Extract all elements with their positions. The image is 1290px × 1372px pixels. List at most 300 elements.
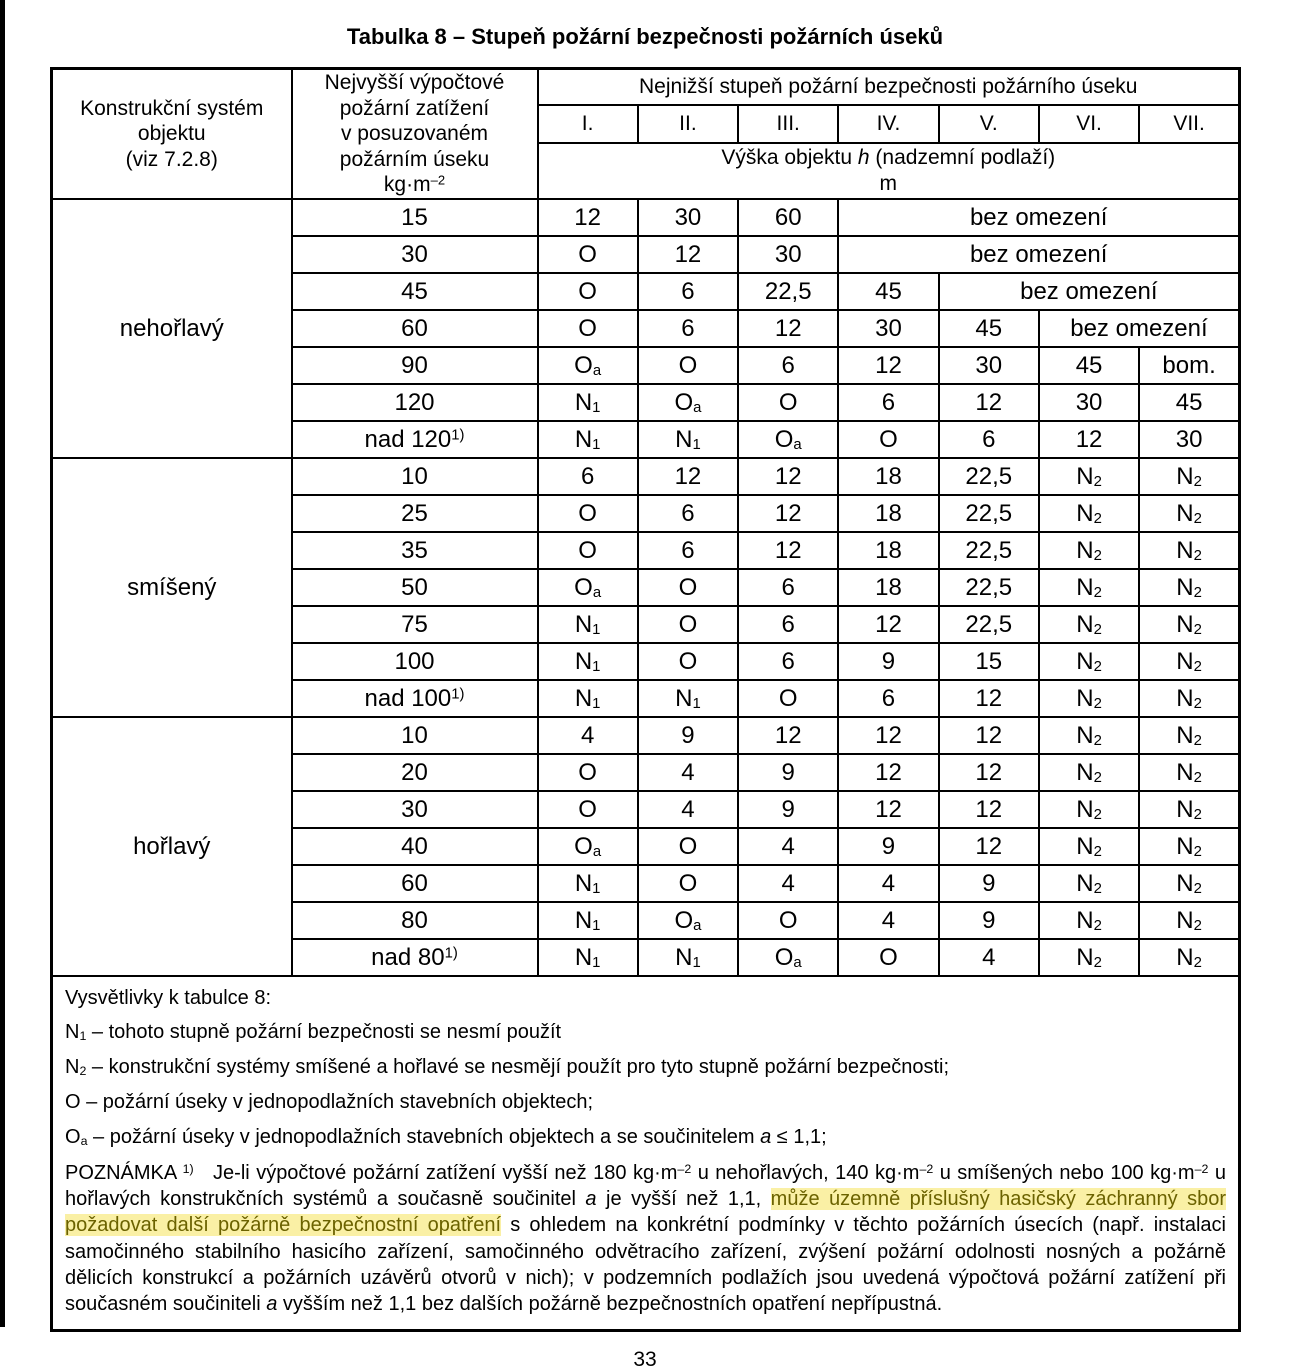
text-segment: (nadzemní podlaží) xyxy=(869,146,1056,170)
text-segment: – požární úseky v jednopodlažních stavebních objektech a se součinitelem xyxy=(87,1126,761,1149)
fire-load-cell: 20 xyxy=(292,754,538,791)
degree-value-cell: 6 xyxy=(538,458,638,495)
text-segment: 2 xyxy=(1093,547,1102,564)
fire-load-cell: 15 xyxy=(292,199,538,236)
legend-line xyxy=(65,1090,1226,1115)
degree-value-cell: O xyxy=(538,236,638,273)
text-segment: a xyxy=(693,399,702,416)
text-segment: 1 xyxy=(592,695,601,712)
table-row xyxy=(52,717,1240,754)
fire-load-cell: 30 xyxy=(292,791,538,828)
degree-value-cell xyxy=(538,680,638,717)
text-segment: u smíšených nebo 100 kg·m xyxy=(933,1162,1195,1185)
degree-value-cell xyxy=(1139,606,1239,643)
degree-value-cell: 12 xyxy=(838,347,938,384)
degree-value-cell: O xyxy=(638,643,738,680)
degree-value-cell xyxy=(1039,791,1139,828)
degree-value-cell: 6 xyxy=(638,273,738,310)
text-segment: N xyxy=(1176,647,1194,675)
degree-value-cell xyxy=(538,643,638,680)
degree-value-cell xyxy=(1039,680,1139,717)
text-segment: N xyxy=(1076,795,1094,823)
degree-value-cell: 6 xyxy=(638,310,738,347)
text-segment: N xyxy=(1176,462,1194,490)
text-segment: 2 xyxy=(1093,621,1102,638)
text-segment: 1 xyxy=(592,917,601,934)
degree-value-cell: 12 xyxy=(939,791,1039,828)
text-segment: N xyxy=(1076,610,1094,638)
degree-value-cell: 12 xyxy=(638,236,738,273)
degree-value-cell: 12 xyxy=(738,532,838,569)
text-segment: 2 xyxy=(1193,880,1202,897)
degree-value-cell: 4 xyxy=(638,791,738,828)
fire-load-cell xyxy=(292,939,538,976)
degree-value-cell: 12 xyxy=(838,791,938,828)
fire-load-cell: 40 xyxy=(292,828,538,865)
legend-line xyxy=(65,1020,1226,1045)
note-paragraph xyxy=(65,1160,1226,1317)
text-segment: – tohoto stupně požární bezpečnosti se nesmí použít xyxy=(86,1021,562,1044)
text-segment: 1 xyxy=(592,954,601,971)
text-segment: 1 xyxy=(592,399,601,416)
degree-value-cell: 4 xyxy=(738,865,838,902)
degree-value-cell: 30 xyxy=(1039,384,1139,421)
fire-load-cell: 100 xyxy=(292,643,538,680)
degree-value-cell: 12 xyxy=(838,754,938,791)
text-segment: 1 xyxy=(592,880,601,897)
degree-column-header-V: V. xyxy=(939,105,1039,143)
degree-value-cell xyxy=(1039,458,1139,495)
text-segment: 2 xyxy=(1193,732,1202,749)
degree-value-cell: bez omezení xyxy=(939,273,1240,310)
text-segment: 2 xyxy=(1193,658,1202,675)
degree-value-cell: 12 xyxy=(939,828,1039,865)
degree-value-cell: bez omezení xyxy=(838,199,1239,236)
text-segment: 2 xyxy=(1193,584,1202,601)
degree-value-cell: 9 xyxy=(838,828,938,865)
degree-value-cell: 4 xyxy=(939,939,1039,976)
degree-value-cell: 18 xyxy=(838,458,938,495)
section-label-0: hořlavý xyxy=(52,717,292,976)
text-segment: objektu xyxy=(137,122,206,146)
degree-value-cell xyxy=(1139,754,1239,791)
text-segment: 2 xyxy=(1093,510,1102,527)
degree-value-cell: O xyxy=(638,347,738,384)
degree-value-cell xyxy=(538,828,638,865)
text-segment: h xyxy=(857,146,870,170)
degree-value-cell xyxy=(1039,532,1139,569)
degree-column-header-VII: VII. xyxy=(1139,105,1239,143)
text-segment: POZNÁMKA xyxy=(65,1162,183,1185)
degree-value-cell: O xyxy=(538,754,638,791)
fire-load-cell: 30 xyxy=(292,236,538,273)
text-segment: N xyxy=(574,684,593,712)
text-segment: 2 xyxy=(1193,806,1202,823)
text-segment: a xyxy=(693,917,702,934)
degree-value-cell: 45 xyxy=(939,310,1039,347)
text-segment: N xyxy=(574,610,593,638)
legend-line xyxy=(65,1055,1226,1080)
degree-value-cell xyxy=(538,421,638,458)
header-line xyxy=(541,145,1237,171)
degree-value-cell xyxy=(1139,532,1239,569)
text-segment: vyšším než 1,1 bez dalších požárně bezpečnostních opatření nepřípustná. xyxy=(277,1292,943,1315)
text-segment: 2 xyxy=(1193,954,1202,971)
degree-column-header-I: I. xyxy=(538,105,638,143)
text-segment: 2 xyxy=(1093,917,1102,934)
degree-value-cell: 6 xyxy=(738,643,838,680)
degree-value-cell: 12 xyxy=(638,458,738,495)
degree-value-cell: 9 xyxy=(638,717,738,754)
degree-value-cell xyxy=(1139,828,1239,865)
text-segment: Je-li výpočtové požární zatížení vyšší než 180 kg·m xyxy=(193,1162,678,1185)
header-line xyxy=(295,172,535,198)
degree-value-cell: O xyxy=(838,421,938,458)
degree-value-cell: 4 xyxy=(638,754,738,791)
fire-load-cell: 60 xyxy=(292,310,538,347)
text-segment: 2 xyxy=(1093,954,1102,971)
text-segment: N xyxy=(675,684,693,712)
text-segment: –2 xyxy=(919,1161,934,1176)
degree-value-cell: 6 xyxy=(638,495,738,532)
degree-value-cell xyxy=(738,939,838,976)
degree-value-cell: 22,5 xyxy=(738,273,838,310)
degree-value-cell xyxy=(1039,717,1139,754)
degree-value-cell xyxy=(1039,902,1139,939)
fire-load-cell xyxy=(292,421,538,458)
fire-safety-degree-table xyxy=(50,67,1241,1332)
fire-load-cell: 80 xyxy=(292,902,538,939)
degree-value-cell: 4 xyxy=(838,865,938,902)
text-segment: N xyxy=(1176,832,1194,860)
degree-value-cell: 30 xyxy=(638,199,738,236)
degree-value-cell: 18 xyxy=(838,532,938,569)
degree-value-cell: O xyxy=(538,791,638,828)
text-segment: N xyxy=(1176,906,1194,934)
text-segment: N xyxy=(1176,758,1194,786)
text-segment: 2 xyxy=(1193,917,1202,934)
degree-value-cell: 6 xyxy=(738,606,838,643)
text-segment: 2 xyxy=(1193,769,1202,786)
text-segment: a xyxy=(80,1133,88,1148)
text-segment: 2 xyxy=(1093,473,1102,490)
degree-value-cell xyxy=(638,421,738,458)
text-segment: – konstrukční systémy smíšené a hořlavé se nesmějí použít pro tyto stupně požární bezpečnosti; xyxy=(86,1056,950,1079)
degree-column-header-II: II. xyxy=(638,105,738,143)
degree-value-cell: O xyxy=(738,902,838,939)
fire-load-cell: 10 xyxy=(292,717,538,754)
degree-value-cell: 9 xyxy=(939,865,1039,902)
text-segment: je vyšší než 1,1, xyxy=(596,1188,771,1211)
text-segment: N xyxy=(1176,499,1194,527)
legend-line xyxy=(65,1125,1226,1150)
text-segment: O xyxy=(65,1126,81,1149)
degree-value-cell xyxy=(538,606,638,643)
text-segment: nad 100 xyxy=(364,684,452,712)
text-segment: O xyxy=(574,351,593,379)
degree-value-cell: 12 xyxy=(538,199,638,236)
text-segment: u nehořlavých, 140 kg·m xyxy=(691,1162,920,1185)
fire-load-cell: 75 xyxy=(292,606,538,643)
text-segment: a xyxy=(793,954,802,971)
degree-value-cell xyxy=(1139,791,1239,828)
table-row xyxy=(52,199,1240,236)
text-segment: N xyxy=(574,869,593,897)
text-segment: 2 xyxy=(1193,473,1202,490)
degree-value-cell: O xyxy=(838,939,938,976)
text-segment: a xyxy=(585,1188,597,1211)
text-segment: 2 xyxy=(79,1063,87,1078)
degree-value-cell: 4 xyxy=(538,717,638,754)
text-segment: kg·m xyxy=(383,173,431,197)
text-segment: 1) xyxy=(182,1161,194,1176)
text-segment: požární zatížení xyxy=(339,96,490,120)
text-segment: 2 xyxy=(1093,732,1102,749)
degree-value-cell: 18 xyxy=(838,569,938,606)
text-segment: –2 xyxy=(677,1161,692,1176)
degree-value-cell: bom. xyxy=(1139,347,1239,384)
text-segment: Výška objektu xyxy=(721,146,858,170)
text-segment: u hořlavých konstrukčních systémů a současně součinitel xyxy=(65,1162,1226,1211)
text-segment: v posuzovaném xyxy=(340,122,489,146)
header-degree-title: Nejnižší stupeň požární bezpečnosti požárního úseku xyxy=(538,69,1240,105)
header-line xyxy=(295,70,535,96)
text-segment: N xyxy=(675,425,693,453)
degree-value-cell: bez omezení xyxy=(1039,310,1240,347)
header-line xyxy=(295,121,535,147)
degree-column-header-III: III. xyxy=(738,105,838,143)
text-segment: 2 xyxy=(1193,843,1202,860)
notes-intro: Vysvětlivky k tabulce 8: xyxy=(65,987,272,1010)
text-segment: O xyxy=(674,388,694,416)
degree-value-cell xyxy=(1139,717,1239,754)
text-segment: 1 xyxy=(692,436,701,453)
header-building-height xyxy=(538,143,1240,199)
notes-cell xyxy=(52,976,1240,1331)
text-segment: N xyxy=(1076,462,1094,490)
text-segment: N xyxy=(65,1021,80,1044)
degree-value-cell xyxy=(538,347,638,384)
degree-value-cell: O xyxy=(538,273,638,310)
degree-value-cell xyxy=(638,680,738,717)
text-segment: 2 xyxy=(1193,695,1202,712)
degree-value-cell xyxy=(1039,754,1139,791)
fire-load-cell: 50 xyxy=(292,569,538,606)
degree-column-header-IV: IV. xyxy=(838,105,938,143)
degree-value-cell xyxy=(1139,569,1239,606)
text-segment: N xyxy=(574,388,593,416)
text-segment: m xyxy=(879,171,897,195)
degree-value-cell xyxy=(1039,643,1139,680)
text-segment: a xyxy=(592,843,602,860)
degree-value-cell xyxy=(1039,495,1139,532)
text-segment: N xyxy=(1076,684,1094,712)
degree-value-cell xyxy=(638,902,738,939)
text-segment: nad 120 xyxy=(364,425,452,453)
section-label-0: smíšený xyxy=(52,458,292,717)
text-segment: požárním úseku xyxy=(339,147,490,171)
degree-value-cell: 30 xyxy=(939,347,1039,384)
table-title: Tabulka 8 – Stupeň požární bezpečnosti požárních úseků xyxy=(346,24,944,49)
text-segment: a xyxy=(266,1292,278,1315)
degree-value-cell: O xyxy=(638,606,738,643)
degree-value-cell xyxy=(538,939,638,976)
fire-load-cell: 120 xyxy=(292,384,538,421)
header-row-1 xyxy=(52,69,1240,105)
header-line xyxy=(295,147,535,173)
notes-row xyxy=(52,976,1240,1331)
degree-value-cell: O xyxy=(538,310,638,347)
text-segment: Nejvyšší výpočtové xyxy=(324,71,505,94)
degree-value-cell: O xyxy=(538,495,638,532)
text-segment: 1) xyxy=(451,686,465,703)
degree-value-cell: 12 xyxy=(738,495,838,532)
text-segment: N xyxy=(1176,536,1194,564)
degree-value-cell xyxy=(1039,865,1139,902)
degree-value-cell: 12 xyxy=(1039,421,1139,458)
degree-value-cell xyxy=(1039,939,1139,976)
scan-edge-artifact xyxy=(0,0,5,1327)
degree-value-cell: bez omezení xyxy=(838,236,1239,273)
degree-value-cell: 60 xyxy=(738,199,838,236)
text-segment: (viz 7.2.8) xyxy=(125,147,218,171)
degree-value-cell: 6 xyxy=(738,569,838,606)
header-line xyxy=(55,147,289,173)
degree-value-cell xyxy=(1139,680,1239,717)
text-segment: N xyxy=(1076,647,1094,675)
degree-value-cell: 12 xyxy=(738,458,838,495)
header-fire-load xyxy=(292,69,538,200)
text-segment: O – požární úseky v jednopodlažních stavebních objektech; xyxy=(65,1091,594,1114)
degree-value-cell: 22,5 xyxy=(939,458,1039,495)
degree-value-cell: 22,5 xyxy=(939,495,1039,532)
degree-value-cell xyxy=(538,569,638,606)
text-segment: 2 xyxy=(1093,584,1102,601)
section-label-0: nehořlavý xyxy=(52,199,292,458)
text-segment: 2 xyxy=(1193,510,1202,527)
header-line xyxy=(55,121,289,147)
degree-value-cell: 9 xyxy=(738,754,838,791)
degree-value-cell: 15 xyxy=(939,643,1039,680)
text-segment: N xyxy=(574,647,593,675)
text-segment: N xyxy=(675,943,693,971)
text-segment: N xyxy=(1176,573,1194,601)
degree-value-cell: 30 xyxy=(838,310,938,347)
text-segment: 1 xyxy=(592,436,601,453)
text-segment: N xyxy=(1076,832,1094,860)
header-construction-system xyxy=(52,69,292,200)
degree-value-cell: 12 xyxy=(939,754,1039,791)
text-segment: N xyxy=(1176,684,1194,712)
text-segment: O xyxy=(674,906,694,934)
fire-load-cell: 10 xyxy=(292,458,538,495)
highlighted-text: může územně příslušný hasičský záchranný sbor požadovat další požárně bezpečnostní opatření xyxy=(65,1188,1226,1237)
fire-load-cell: 90 xyxy=(292,347,538,384)
text-segment: 1 xyxy=(692,695,701,712)
degree-value-cell xyxy=(1039,606,1139,643)
degree-value-cell: 9 xyxy=(939,902,1039,939)
text-segment: 1 xyxy=(592,621,601,638)
text-segment: N xyxy=(1176,795,1194,823)
text-segment: O xyxy=(774,425,794,453)
degree-value-cell: O xyxy=(638,865,738,902)
text-segment: 2 xyxy=(1093,806,1102,823)
degree-column-header-VI: VI. xyxy=(1039,105,1139,143)
fire-load-cell: 45 xyxy=(292,273,538,310)
text-segment: 2 xyxy=(1093,658,1102,675)
text-segment: 1 xyxy=(592,658,601,675)
degree-value-cell xyxy=(1139,865,1239,902)
text-segment: 1) xyxy=(451,427,465,444)
degree-value-cell xyxy=(1139,458,1239,495)
degree-value-cell: 12 xyxy=(838,606,938,643)
text-segment: nad 80 xyxy=(371,943,445,971)
degree-value-cell: 6 xyxy=(939,421,1039,458)
degree-value-cell: 45 xyxy=(1039,347,1139,384)
text-segment: N xyxy=(1176,869,1194,897)
text-segment: N xyxy=(574,425,593,453)
text-segment: 1) xyxy=(444,945,458,962)
text-segment: a xyxy=(592,584,602,601)
degree-value-cell: 12 xyxy=(738,310,838,347)
degree-value-cell: 30 xyxy=(1139,421,1239,458)
text-segment: N xyxy=(1076,573,1094,601)
text-segment: N xyxy=(1176,721,1194,749)
degree-value-cell xyxy=(1139,902,1239,939)
text-segment: N xyxy=(1076,536,1094,564)
header-line xyxy=(55,96,289,122)
fire-load-cell: 35 xyxy=(292,532,538,569)
text-segment: 1 xyxy=(692,954,701,971)
text-segment: s ohledem na konkrétní podmínky v těchto požárních úsecích (např. instalaci samočinného stabilního hasicího zařízení, samočinného odvětracího zařízení, zvýšení požární odolnosti nosných a požárně dělicích konstrukcí a požárních uzávěrů otvorů v nich); v podzemních podlažích jsou uvedená výpočtová požární zatížení při současném součiniteli xyxy=(65,1214,1226,1315)
degree-value-cell: O xyxy=(638,828,738,865)
text-segment: N xyxy=(574,906,593,934)
degree-value-cell xyxy=(738,421,838,458)
text-segment: 2 xyxy=(1093,695,1102,712)
table-row xyxy=(52,458,1240,495)
text-segment: N xyxy=(65,1056,80,1079)
degree-value-cell xyxy=(1039,569,1139,606)
degree-value-cell: 4 xyxy=(738,828,838,865)
page-number: 33 xyxy=(633,1348,657,1372)
text-segment: N xyxy=(1076,499,1094,527)
text-segment: N xyxy=(1076,943,1094,971)
header-line xyxy=(541,171,1237,197)
degree-value-cell: 9 xyxy=(838,643,938,680)
text-segment: N xyxy=(1076,721,1094,749)
degree-value-cell: 22,5 xyxy=(939,532,1039,569)
text-segment: O xyxy=(774,943,794,971)
degree-value-cell: 9 xyxy=(738,791,838,828)
degree-value-cell: 30 xyxy=(738,236,838,273)
degree-value-cell xyxy=(638,939,738,976)
degree-value-cell: 45 xyxy=(1139,384,1239,421)
text-segment: O xyxy=(574,573,593,601)
degree-value-cell xyxy=(538,865,638,902)
text-segment: N xyxy=(1176,610,1194,638)
text-segment: 2 xyxy=(1193,621,1202,638)
text-segment: N xyxy=(1076,758,1094,786)
text-segment: a xyxy=(793,436,802,453)
text-segment: 2 xyxy=(1093,843,1102,860)
degree-value-cell: O xyxy=(738,680,838,717)
degree-value-cell xyxy=(1139,643,1239,680)
degree-value-cell: 12 xyxy=(939,680,1039,717)
text-segment: Konstrukční systém xyxy=(80,96,264,120)
text-segment: a xyxy=(760,1126,772,1149)
degree-value-cell: 6 xyxy=(638,532,738,569)
degree-value-cell: 6 xyxy=(838,384,938,421)
